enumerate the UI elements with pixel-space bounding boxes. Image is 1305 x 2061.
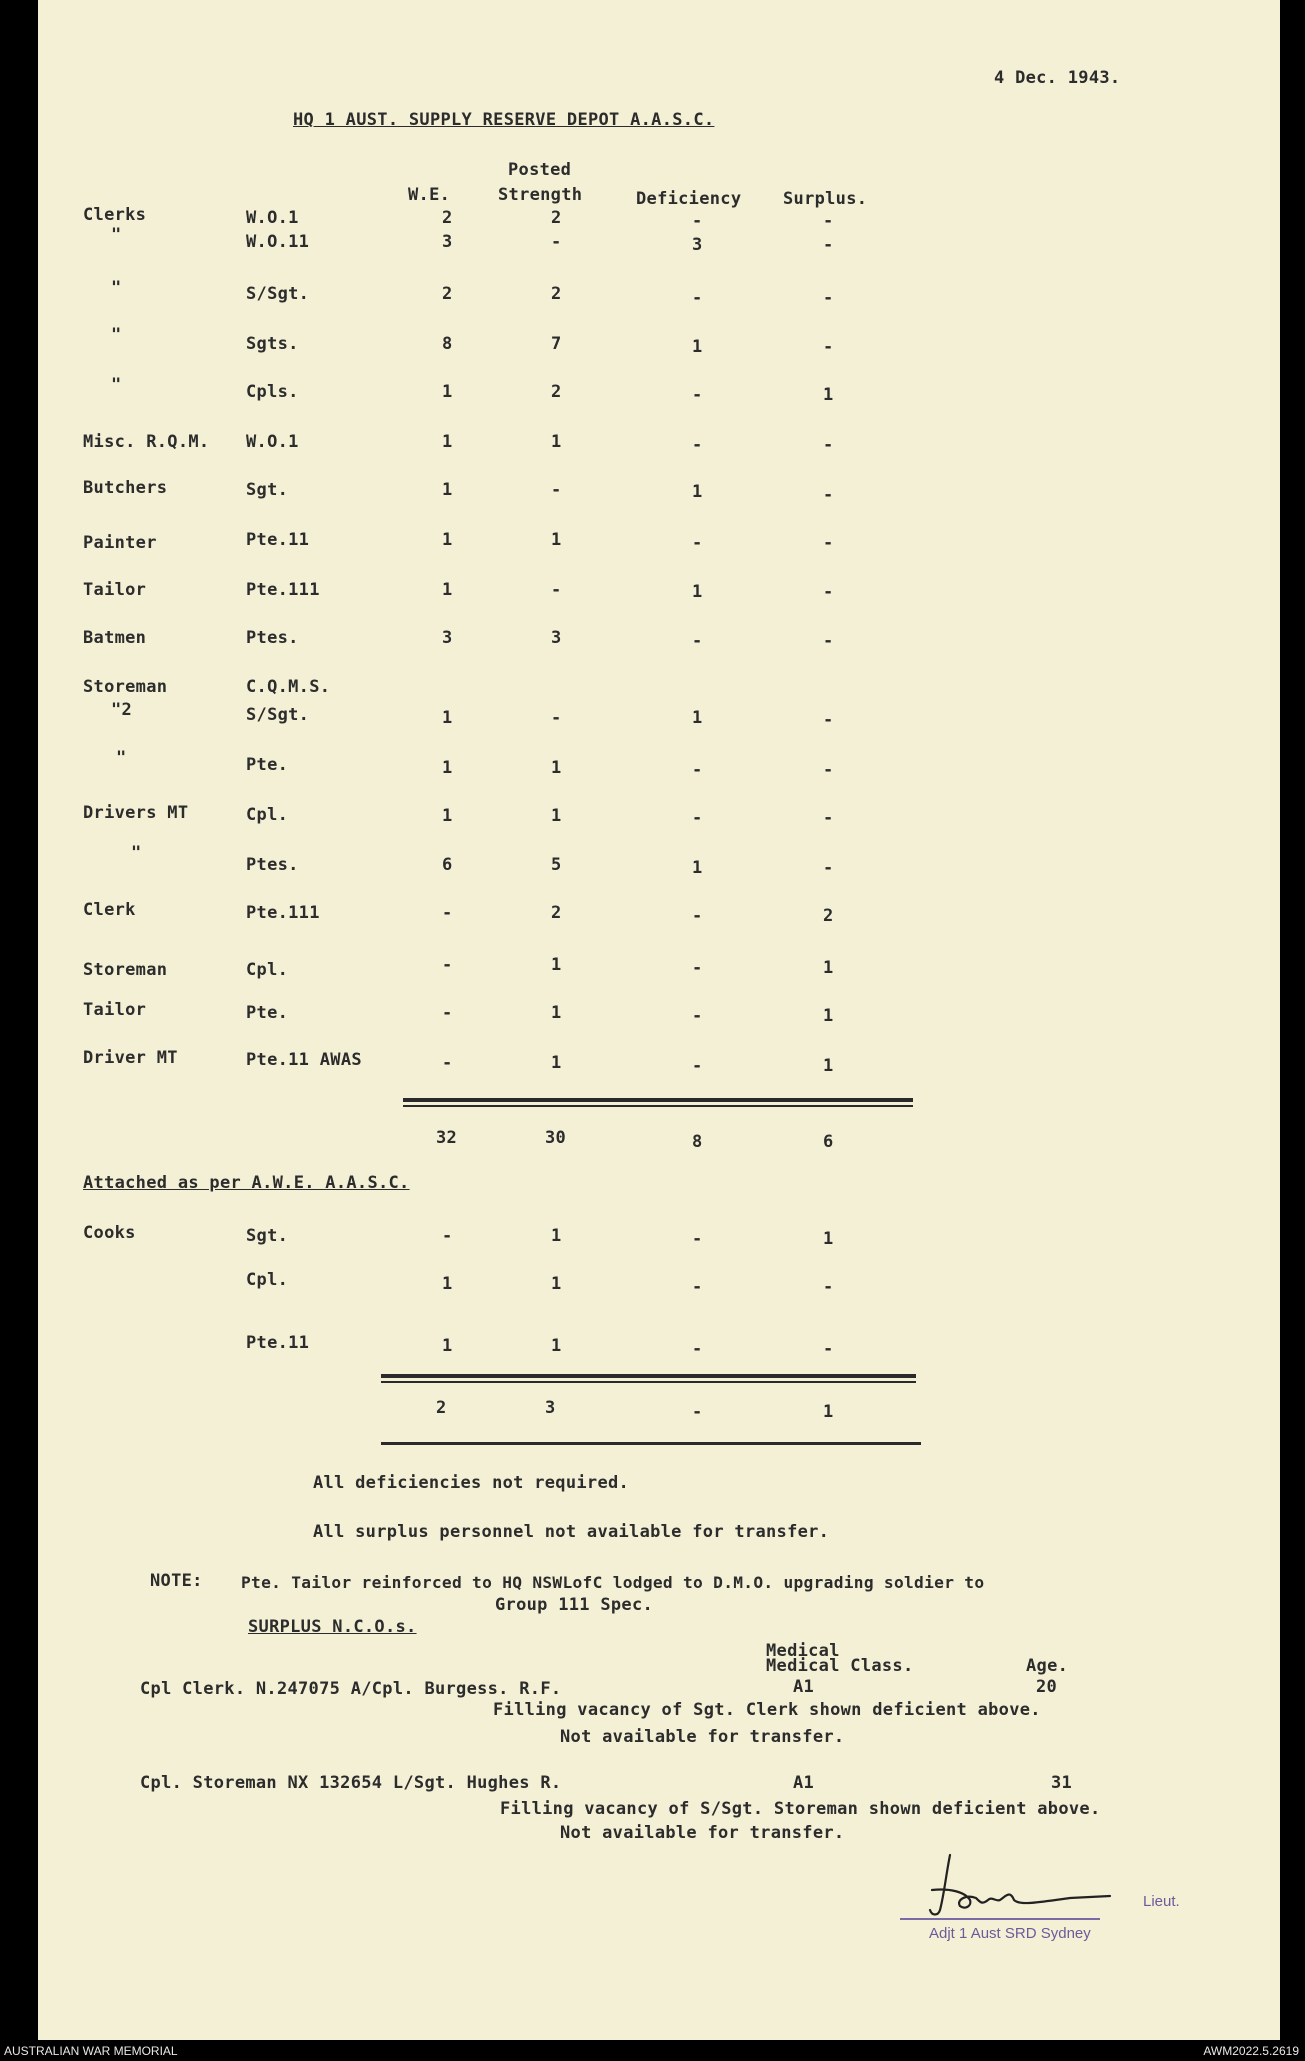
surplus-entry-1: Cpl Clerk. N.247075 A/Cpl. Burgess. R.F. [140, 1679, 562, 1699]
attached-posted: 1 [551, 1336, 562, 1356]
row-we: 1 [442, 530, 453, 550]
row-deficiency: - [692, 906, 703, 926]
row-trade: " [111, 375, 122, 395]
total-posted: 30 [545, 1128, 567, 1148]
row-rank: S/Sgt. [246, 705, 310, 725]
row-surplus: - [823, 235, 834, 255]
surplus-entry-1-note-1: Filling vacancy of Sgt. Clerk shown deficient above. [493, 1700, 1041, 1720]
row-rank: W.O.1 [246, 208, 299, 228]
row-surplus: - [823, 485, 834, 505]
row-posted: - [551, 232, 562, 252]
total-surplus: 6 [823, 1132, 834, 1152]
row-trade: Clerks [83, 205, 147, 225]
row-posted: 1 [551, 955, 562, 975]
row-rank: W.O.11 [246, 232, 310, 252]
row-we: - [442, 1003, 453, 1023]
attached-total-we: 2 [436, 1398, 447, 1418]
footer-bar [0, 2042, 1305, 2061]
row-deficiency: - [692, 435, 703, 455]
row-deficiency: - [692, 533, 703, 553]
col-header-posted-1: Posted [508, 160, 572, 180]
attached-we: 1 [442, 1274, 453, 1294]
row-posted: 2 [551, 382, 562, 402]
row-surplus: - [823, 760, 834, 780]
row-rank: S/Sgt. [246, 284, 310, 304]
row-surplus: - [823, 435, 834, 455]
surplus-entry-1-note-2: Not available for transfer. [560, 1727, 845, 1747]
adjutant-stamp: Adjt 1 Aust SRD Sydney [929, 1925, 1091, 1942]
row-we: - [442, 1053, 453, 1073]
row-posted: - [551, 480, 562, 500]
row-rank: Pte.111 [246, 903, 320, 923]
row-surplus: - [823, 631, 834, 651]
note-line-2: Group 111 Spec. [495, 1595, 654, 1615]
row-we: 1 [442, 580, 453, 600]
row-we: - [442, 955, 453, 975]
note-label: NOTE: [150, 1571, 203, 1591]
row-we: 2 [442, 284, 453, 304]
attached-we: - [442, 1226, 453, 1246]
row-deficiency: - [692, 385, 703, 405]
row-rank: Pte.111 [246, 580, 320, 600]
row-deficiency: - [692, 288, 703, 308]
row-deficiency: - [692, 211, 703, 231]
row-trade: Clerk [83, 900, 136, 920]
signature-rank: Lieut. [1143, 1893, 1180, 1910]
row-posted: 1 [551, 806, 562, 826]
row-posted: 2 [551, 208, 562, 228]
row-posted: 3 [551, 628, 562, 648]
row-trade: " [111, 278, 122, 298]
row-we: - [442, 903, 453, 923]
row-trade: Storeman [83, 960, 168, 980]
footer-institution: AUSTRALIAN WAR MEMORIAL [4, 2044, 178, 2058]
row-we: 1 [442, 708, 453, 728]
attached-deficiency: - [692, 1229, 703, 1249]
medical-header-1: Medical [766, 1641, 840, 1661]
row-posted: 1 [551, 758, 562, 778]
row-rank: C.Q.M.S. [246, 677, 331, 697]
row-deficiency: 1 [692, 582, 703, 602]
row-posted: - [551, 580, 562, 600]
total-rule-bottom [403, 1105, 913, 1107]
row-rank: Sgt. [246, 480, 289, 500]
attached-surplus: - [823, 1277, 834, 1297]
col-header-deficiency: Deficiency [636, 189, 742, 209]
row-we: 2 [442, 208, 453, 228]
row-we: 6 [442, 855, 453, 875]
row-surplus: - [823, 808, 834, 828]
note-line-1: Pte. Tailor reinforced to HQ NSWLofC lodged to D.M.O. upgrading soldier to [241, 1573, 985, 1592]
surplus-entry-2-class: A1 [793, 1773, 815, 1793]
row-surplus: - [823, 533, 834, 553]
document-heading: HQ 1 AUST. SUPPLY RESERVE DEPOT A.A.S.C. [293, 110, 715, 130]
surplus-heading: SURPLUS N.C.O.s. [248, 1617, 417, 1637]
row-posted: 7 [551, 334, 562, 354]
row-posted: 1 [551, 530, 562, 550]
row-surplus: - [823, 211, 834, 231]
stamp-line [900, 1918, 1100, 1920]
row-trade: Tailor [83, 1000, 147, 1020]
row-deficiency: 1 [692, 482, 703, 502]
total-we: 32 [436, 1128, 458, 1148]
row-trade: "2 [111, 700, 133, 720]
row-rank: Pte.11 [246, 530, 310, 550]
total-rule-top [403, 1098, 913, 1102]
footer-accession: AWM2022.5.2619 [1203, 2044, 1299, 2058]
row-surplus: - [823, 858, 834, 878]
medical-header-2: Medical Class. [766, 1656, 914, 1676]
attached-heading: Attached as per A.W.E. A.A.S.C. [83, 1173, 410, 1193]
row-trade: " [116, 748, 127, 768]
row-deficiency: 1 [692, 708, 703, 728]
row-surplus: 1 [823, 958, 834, 978]
attached-total-surplus: 1 [823, 1402, 834, 1422]
total-deficiency: 8 [692, 1132, 703, 1152]
row-deficiency: 1 [692, 337, 703, 357]
row-deficiency: - [692, 1006, 703, 1026]
attached-deficiency: - [692, 1339, 703, 1359]
row-rank: W.O.1 [246, 432, 299, 452]
row-we: 1 [442, 480, 453, 500]
row-surplus: - [823, 337, 834, 357]
row-trade: Batmen [83, 628, 147, 648]
row-surplus: 1 [823, 1006, 834, 1026]
row-posted: - [551, 708, 562, 728]
attached-we: 1 [442, 1336, 453, 1356]
row-we: 3 [442, 232, 453, 252]
attached-rule-top [381, 1374, 916, 1378]
attached-surplus: - [823, 1339, 834, 1359]
row-deficiency: - [692, 760, 703, 780]
row-deficiency: 1 [692, 858, 703, 878]
col-header-we: W.E. [408, 185, 451, 205]
attached-posted: 1 [551, 1226, 562, 1246]
row-rank: Cpl. [246, 805, 289, 825]
row-rank: Ptes. [246, 855, 299, 875]
col-header-posted-2: Strength [498, 185, 583, 205]
row-deficiency: - [692, 1056, 703, 1076]
attached-posted: 1 [551, 1274, 562, 1294]
attached-rank: Sgt. [246, 1226, 289, 1246]
surplus-entry-2-note-2: Not available for transfer. [560, 1823, 845, 1843]
attached-deficiency: - [692, 1277, 703, 1297]
row-rank: Pte. [246, 755, 289, 775]
row-deficiency: 3 [692, 235, 703, 255]
row-we: 1 [442, 382, 453, 402]
row-trade: " [131, 843, 142, 863]
row-trade: Butchers [83, 478, 168, 498]
remark-deficiencies: All deficiencies not required. [313, 1473, 630, 1493]
attached-trade: Cooks [83, 1223, 136, 1243]
row-we: 1 [442, 758, 453, 778]
row-posted: 1 [551, 1053, 562, 1073]
col-header-surplus: Surplus. [783, 189, 868, 209]
surplus-entry-1-class: A1 [793, 1677, 815, 1697]
row-posted: 1 [551, 432, 562, 452]
row-surplus: - [823, 288, 834, 308]
row-we: 3 [442, 628, 453, 648]
row-trade: Tailor [83, 580, 147, 600]
row-posted: 5 [551, 855, 562, 875]
row-trade: " [111, 325, 122, 345]
surplus-entry-1-age: 20 [1036, 1677, 1058, 1697]
row-posted: 2 [551, 284, 562, 304]
row-deficiency: - [692, 958, 703, 978]
row-trade: Misc. R.Q.M. [83, 432, 210, 452]
row-rank: Pte. [246, 1003, 289, 1023]
row-surplus: - [823, 710, 834, 730]
row-surplus: 1 [823, 385, 834, 405]
row-posted: 1 [551, 1003, 562, 1023]
row-trade: Drivers MT [83, 803, 189, 823]
row-rank: Pte.11 AWAS [246, 1050, 362, 1070]
row-we: 8 [442, 334, 453, 354]
remark-surplus: All surplus personnel not available for transfer. [313, 1522, 830, 1542]
row-surplus: - [823, 582, 834, 602]
attached-surplus: 1 [823, 1229, 834, 1249]
attached-total-deficiency: - [692, 1402, 703, 1422]
row-rank: Ptes. [246, 628, 299, 648]
row-rank: Sgts. [246, 334, 299, 354]
row-deficiency: - [692, 631, 703, 651]
row-rank: Cpls. [246, 382, 299, 402]
row-rank: Cpl. [246, 960, 289, 980]
row-we: 1 [442, 806, 453, 826]
row-trade: " [111, 225, 122, 245]
attached-rank: Pte.11 [246, 1333, 310, 1353]
row-trade: Storeman [83, 677, 168, 697]
row-surplus: 1 [823, 1056, 834, 1076]
row-trade: Driver MT [83, 1048, 178, 1068]
document-date: 4 Dec. 1943. [994, 68, 1121, 88]
attached-rule-end [381, 1442, 921, 1445]
attached-rank: Cpl. [246, 1270, 289, 1290]
attached-total-posted: 3 [545, 1398, 556, 1418]
surplus-entry-2-note-1: Filling vacancy of S/Sgt. Storeman shown deficient above. [500, 1799, 1101, 1819]
row-trade: Painter [83, 533, 157, 553]
row-surplus: 2 [823, 906, 834, 926]
row-deficiency: - [692, 808, 703, 828]
surplus-entry-2-age: 31 [1051, 1773, 1073, 1793]
row-posted: 2 [551, 903, 562, 923]
age-header: Age. [1026, 1656, 1069, 1676]
document-page [38, 0, 1280, 2040]
surplus-entry-2: Cpl. Storeman NX 132654 L/Sgt. Hughes R. [140, 1773, 562, 1793]
attached-rule-bottom [381, 1381, 916, 1383]
row-we: 1 [442, 432, 453, 452]
